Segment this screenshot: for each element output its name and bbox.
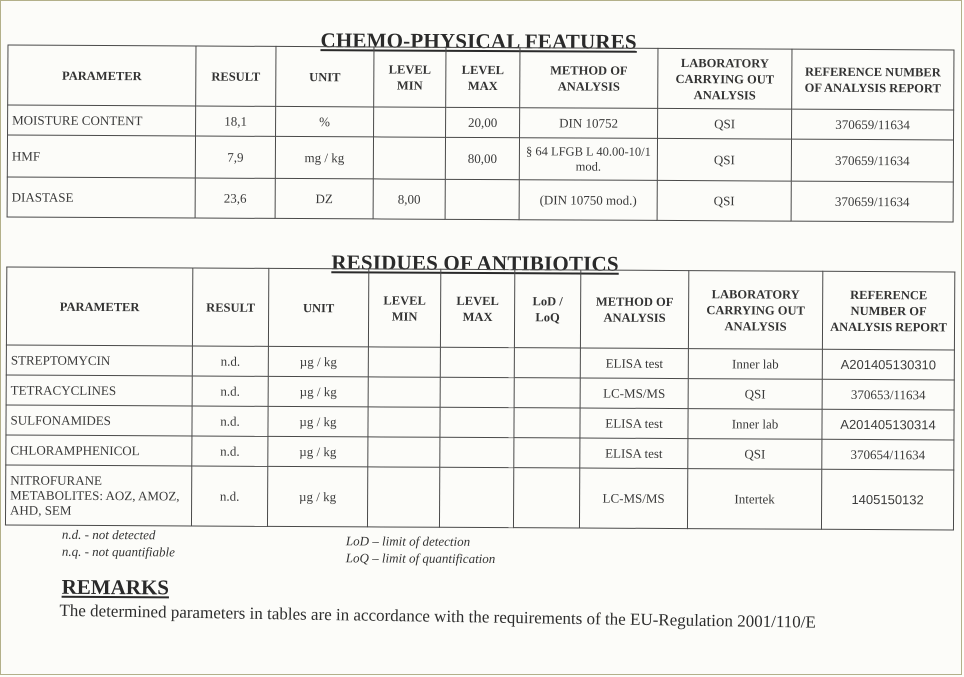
table-row	[6, 345, 954, 380]
header-laboratory: LABORATORY CARRYING OUT ANALYSIS	[658, 48, 792, 109]
cell-reference: A201405130310	[822, 349, 954, 380]
cell-level-min: 8,00	[373, 179, 445, 219]
cell-level-min	[367, 467, 439, 527]
cell-parameter: CHLORAMPHENICOL	[6, 435, 192, 466]
table-row	[7, 135, 953, 182]
cell-parameter: DIASTASE	[7, 177, 195, 218]
note-lod: LoD – limit of detection	[345, 533, 471, 549]
cell-lod-loq	[514, 438, 580, 468]
cell-lab: Inner lab	[688, 409, 822, 440]
cell-parameter: HMF	[7, 135, 195, 178]
cell-result: 7,9	[195, 136, 275, 178]
cell-level-max	[439, 467, 513, 527]
cell-parameter: SULFONAMIDES	[6, 405, 192, 436]
cell-parameter: NITROFURANE METABOLITES: AOZ, AMOZ, AHD, SEM	[5, 465, 191, 526]
header-reference: REFERENCE NUMBER OF ANALYSIS REPORT	[822, 271, 954, 350]
cell-method: § 64 LFGB L 40.00-10/1 mod.	[519, 138, 657, 181]
chemo-title: CHEMO-PHYSICAL FEATURES	[320, 28, 637, 54]
table-row	[7, 177, 953, 222]
cell-method: (DIN 10750 mod.)	[519, 180, 657, 221]
cell-level-min	[374, 107, 446, 137]
table-row	[5, 465, 953, 530]
cell-method: ELISA test	[580, 408, 688, 439]
cell-unit: mg / kg	[275, 136, 373, 179]
cell-result: n.d.	[191, 466, 267, 526]
note-loq: LoQ – limit of quantification	[345, 550, 496, 567]
cell-level-max	[440, 347, 514, 377]
header-method: METHOD OF ANALYSIS	[520, 48, 658, 109]
cell-reference: A201405130314	[822, 409, 954, 440]
cell-lod-loq	[514, 348, 580, 378]
cell-unit: µg / kg	[268, 436, 368, 467]
cell-unit: %	[276, 106, 374, 137]
cell-result: n.d.	[192, 346, 268, 376]
cell-lab: QSI	[688, 379, 822, 410]
cell-reference: 370659/11634	[791, 139, 953, 182]
cell-level-max	[445, 179, 519, 219]
cell-method: ELISA test	[580, 438, 688, 469]
cell-result: n.d.	[192, 376, 268, 406]
header-level-max: LEVEL MAX	[446, 47, 520, 107]
note-nq: n.q. - not quantifiable	[61, 543, 175, 560]
chemo-table	[7, 45, 955, 223]
cell-level-min	[368, 407, 440, 437]
table-row	[8, 105, 954, 140]
table-row	[6, 435, 954, 470]
cell-unit: µg / kg	[267, 466, 367, 527]
header-method: METHOD OF ANALYSIS	[580, 270, 688, 349]
cell-level-max: 80,00	[445, 137, 519, 179]
cell-result: 23,6	[195, 178, 275, 218]
cell-result: n.d.	[192, 406, 268, 436]
header-level-max: LEVEL MAX	[440, 269, 514, 347]
cell-lod-loq	[514, 378, 580, 408]
cell-method: LC-MS/MS	[579, 468, 687, 529]
cell-unit: µg / kg	[268, 376, 368, 407]
cell-level-max	[440, 437, 514, 467]
cell-lab: QSI	[657, 180, 791, 221]
cell-lod-loq	[514, 408, 580, 438]
antibiotics-table	[5, 267, 955, 531]
cell-level-min	[373, 137, 445, 179]
cell-reference: 370654/11634	[822, 439, 954, 470]
note-nd: n.d. - not detected	[61, 526, 156, 543]
cell-unit: µg / kg	[268, 406, 368, 437]
table-row	[6, 405, 954, 440]
chemo-header-row	[8, 45, 954, 110]
cell-lod-loq	[513, 468, 579, 528]
antibiotics-header-row	[6, 267, 954, 350]
header-unit: UNIT	[276, 46, 374, 107]
antibiotics-title: RESIDUES OF ANTIBIOTICS	[331, 250, 619, 276]
cell-level-max	[440, 407, 514, 437]
cell-method: LC-MS/MS	[580, 378, 688, 409]
header-parameter: PARAMETER	[8, 45, 196, 106]
cell-unit: µg / kg	[268, 346, 368, 377]
cell-result: 18,1	[196, 106, 276, 136]
remarks-title: REMARKS	[61, 574, 170, 600]
header-lod-loq: LoD / LoQ	[514, 270, 580, 348]
cell-method: ELISA test	[580, 348, 688, 379]
header-level-min: LEVEL MIN	[374, 47, 446, 107]
header-laboratory: LABORATORY CARRYING OUT ANALYSIS	[688, 271, 822, 350]
header-result: RESULT	[192, 268, 268, 346]
cell-unit: DZ	[275, 178, 373, 219]
cell-lab: Intertek	[687, 469, 821, 530]
table-row	[6, 375, 954, 410]
cell-reference: 370659/11634	[791, 181, 953, 222]
header-level-min: LEVEL MIN	[368, 269, 440, 347]
cell-level-max	[440, 377, 514, 407]
remarks-text: The determined parameters in tables are in accordance with the requirements of the EU-Regulation 2001/110/E	[59, 600, 817, 632]
header-result: RESULT	[196, 46, 276, 106]
cell-lab: QSI	[657, 138, 791, 181]
cell-lab: QSI	[658, 108, 792, 139]
cell-level-min	[368, 437, 440, 467]
cell-reference: 370653/11634	[822, 379, 954, 410]
cell-lab: Inner lab	[688, 349, 822, 380]
header-unit: UNIT	[268, 268, 368, 347]
cell-reference: 370659/11634	[792, 109, 954, 140]
cell-level-max: 20,00	[446, 107, 520, 137]
cell-result: n.d.	[192, 436, 268, 466]
cell-lab: QSI	[688, 439, 822, 470]
cell-parameter: TETRACYCLINES	[6, 375, 192, 406]
cell-level-min	[368, 377, 440, 407]
cell-reference: 1405150132	[821, 469, 953, 530]
cell-parameter: STREPTOMYCIN	[6, 345, 192, 376]
header-parameter: PARAMETER	[6, 267, 192, 346]
header-reference: REFERENCE NUMBER OF ANALYSIS REPORT	[792, 49, 954, 110]
cell-method: DIN 10752	[520, 108, 658, 139]
cell-parameter: MOISTURE CONTENT	[8, 105, 196, 136]
cell-level-min	[368, 347, 440, 377]
